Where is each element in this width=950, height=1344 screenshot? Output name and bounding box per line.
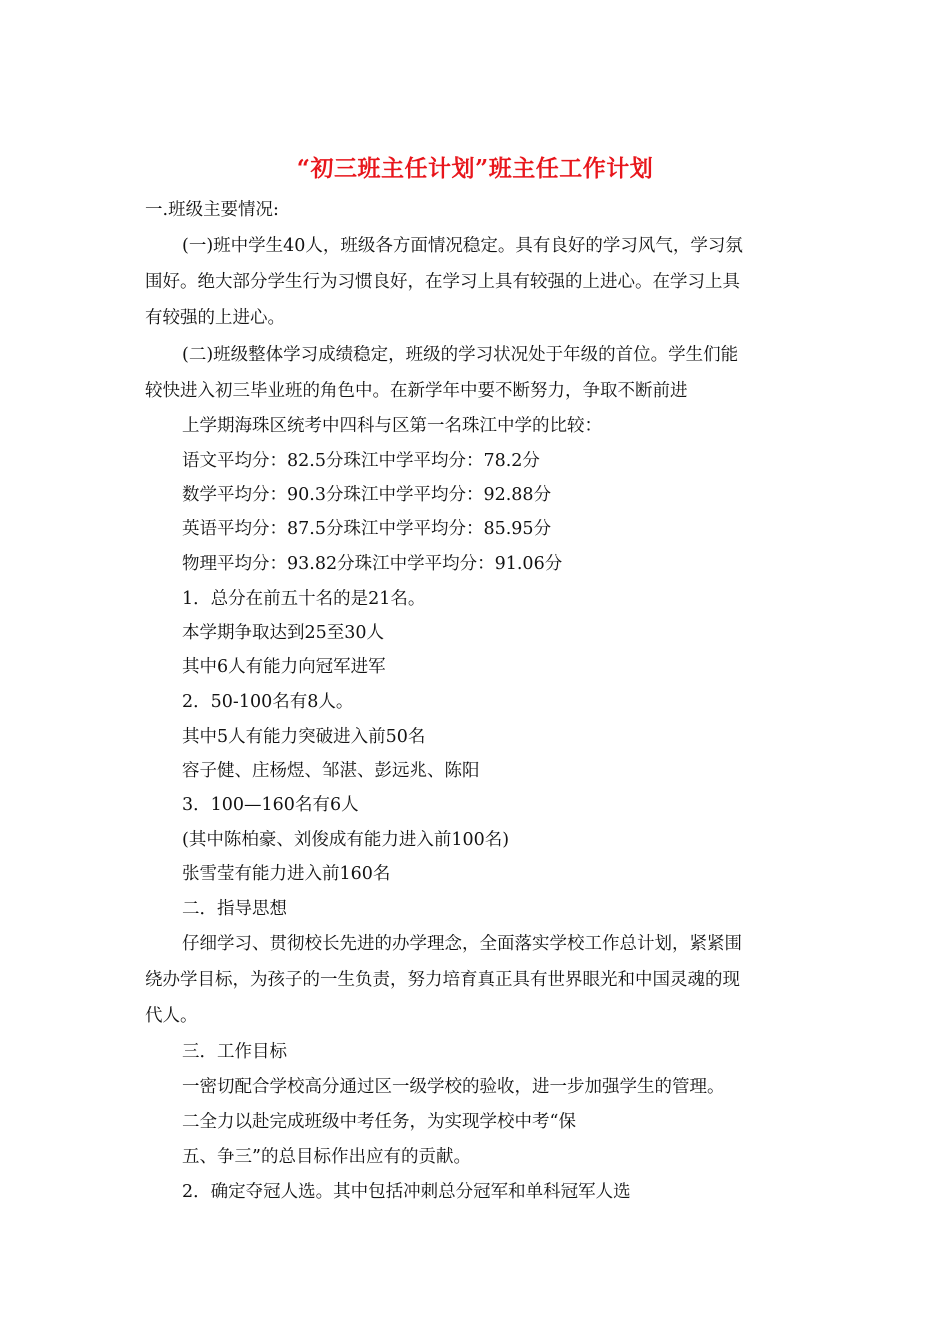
section-heading-class-situation: 一.班级主要情况:	[145, 200, 279, 220]
score-line-physics: 物理平均分：93.82分珠江中学平均分：91.06分	[182, 554, 563, 574]
paragraph-line: 绕办学目标，为孩子的一生负责，努力培育真正具有世界眼光和中国灵魂的现	[145, 970, 740, 990]
paragraph-line: 二全力以赴完成班级中考任务，为实现学校中考“保	[182, 1112, 576, 1132]
paragraph-line: 仔细学习、贯彻校长先进的办学理念，全面落实学校工作总计划，紧紧围	[182, 934, 742, 954]
paragraph-line: 代人。	[145, 1006, 198, 1026]
score-line-chinese: 语文平均分：82.5分珠江中学平均分：78.2分	[182, 451, 540, 471]
paragraph-line: 上学期海珠区统考中四科与区第一名珠江中学的比较：	[182, 416, 602, 436]
score-line-math: 数学平均分：90.3分珠江中学平均分：92.88分	[182, 485, 552, 505]
list-item: 2．50-100名有8人。	[182, 692, 354, 712]
list-item: 本学期争取达到25至30人	[182, 623, 385, 643]
paragraph-line: (二)班级整体学习成绩稳定，班级的学习状况处于年级的首位。学生们能	[182, 345, 739, 365]
paragraph-line: 五、争三”的总目标作出应有的贡献。	[182, 1147, 471, 1167]
list-item: 1．总分在前五十名的是21名。	[182, 589, 426, 609]
paragraph-line: 2．确定夺冠人选。其中包括冲刺总分冠军和单科冠军人选	[182, 1182, 631, 1202]
section-heading-work-goals: 三．工作目标	[182, 1042, 287, 1062]
score-line-english: 英语平均分：87.5分珠江中学平均分：85.95分	[182, 519, 552, 539]
list-item: 容子健、庄杨煜、邹湛、彭远兆、陈阳	[182, 761, 480, 781]
paragraph-line: 围好。绝大部分学生行为习惯良好，在学习上具有较强的上进心。在学习上具	[145, 272, 740, 292]
section-heading-guiding-thought: 二．指导思想	[182, 899, 287, 919]
list-item: 张雪莹有能力进入前160名	[182, 864, 391, 884]
list-item: 其中5人有能力突破进入前50名	[182, 727, 426, 747]
paragraph-line: 一密切配合学校高分通过区一级学校的验收，进一步加强学生的管理。	[182, 1077, 725, 1097]
list-item: (其中陈柏豪、刘俊成有能力进入前100名)	[182, 830, 510, 850]
list-item: 3．100—160名有6人	[182, 795, 359, 815]
document-title: “初三班主任计划”班主任工作计划	[296, 155, 654, 182]
paragraph-line: 有较强的上进心。	[145, 308, 285, 328]
paragraph-line: 较快进入初三毕业班的角色中。在新学年中要不断努力，争取不断前进	[145, 381, 688, 401]
paragraph-line: (一)班中学生40人，班级各方面情况稳定。具有良好的学习风气，学习氛	[182, 236, 743, 256]
list-item: 其中6人有能力向冠军进军	[182, 657, 386, 677]
